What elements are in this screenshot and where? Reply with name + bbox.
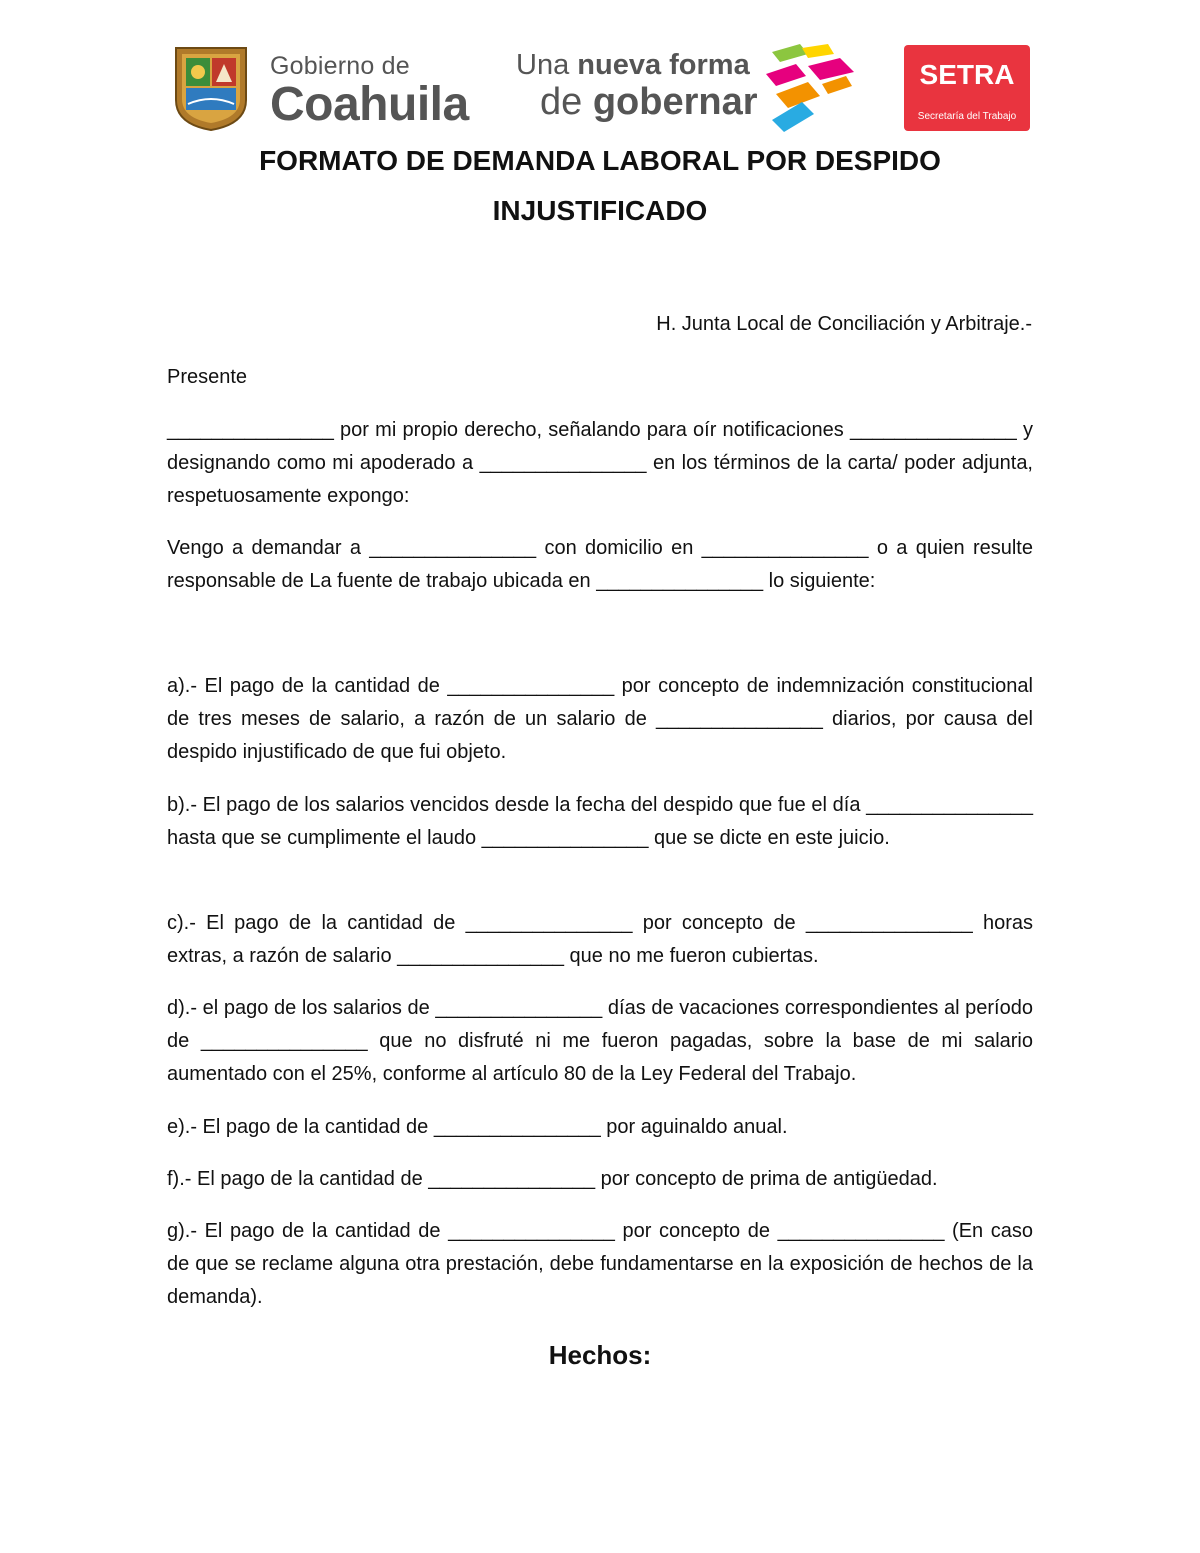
- greeting: Presente: [167, 366, 248, 388]
- gov-label-big: Coahuila: [270, 78, 469, 131]
- intro-paragraph: _______________ por mi propio derecho, señalando para oír notificaciones _______________ y designando como mi apoderado a _______________ en los términos de la carta/ poder adjunta, respetuosamente expongo:: [167, 419, 1033, 507]
- claim-item-b: b).- El pago de los salarios vencidos desde la fecha del despido que fue el día _______________ hasta que se cumplimente el laudo _______________ que se dicte en este juicio.: [167, 794, 1033, 849]
- claim-item-g: g).- El pago de la cantidad de _______________ por concepto de _______________ (En caso de que se reclame alguna otra prestación, debe fundamentarse en la exposición de hechos de la demanda).: [167, 1220, 1033, 1308]
- slogan-arrow-icon: [762, 44, 858, 134]
- slogan-text-bold: nueva forma: [577, 49, 750, 81]
- hechos-heading: Hechos:: [548, 1340, 652, 1370]
- gov-label-small: Gobierno de: [270, 52, 410, 80]
- slogan-text: de: [540, 81, 593, 123]
- slogan-logo: [516, 48, 758, 122]
- claim-item-c: c).- El pago de la cantidad de _______________ por concepto de _______________ horas extras, a razón de salario _______________ que no me fueron cubiertas.: [167, 912, 1033, 967]
- slogan-text: Una: [516, 49, 578, 81]
- claim-item-a: a).- El pago de la cantidad de _______________ por concepto de indemnización constitucional de tres meses de salario, a razón de un salario de _______________ diarios, por causa del despido injustificado de que fui objeto.: [167, 675, 1033, 763]
- setra-subtitle: Secretaría del Trabajo: [917, 111, 1017, 122]
- coahuila-crest-logo: [170, 44, 252, 132]
- slogan-text-bold: gobernar: [592, 81, 758, 123]
- addressee: H. Junta Local de Conciliación y Arbitraje.-: [656, 313, 1032, 335]
- setra-name: SETRA: [919, 59, 1015, 90]
- document-title-line2: INJUSTIFICADO: [492, 195, 708, 226]
- claim-item-d: d).- el pago de los salarios de _______________ días de vacaciones correspondientes al período de _______________ que no disfruté ni me fueron pagadas, sobre la base de mi salario aumentado con el 25%, conforme al artículo 80 de la Ley Federal del Trabajo.: [167, 997, 1033, 1085]
- claim-item-f: f).- El pago de la cantidad de _______________ por concepto de prima de antigüedad.: [167, 1168, 938, 1190]
- setra-logo: [904, 45, 1030, 131]
- gobierno-coahuila-logo: [270, 52, 469, 130]
- document-title-line1: FORMATO DE DEMANDA LABORAL POR DESPIDO: [259, 145, 941, 176]
- demand-paragraph: Vengo a demandar a _______________ con domicilio en _______________ o a quien resulte responsable de La fuente de trabajo ubicada en _______________ lo siguiente:: [167, 537, 1033, 592]
- claim-item-e: e).- El pago de la cantidad de _______________ por aguinaldo anual.: [167, 1116, 788, 1138]
